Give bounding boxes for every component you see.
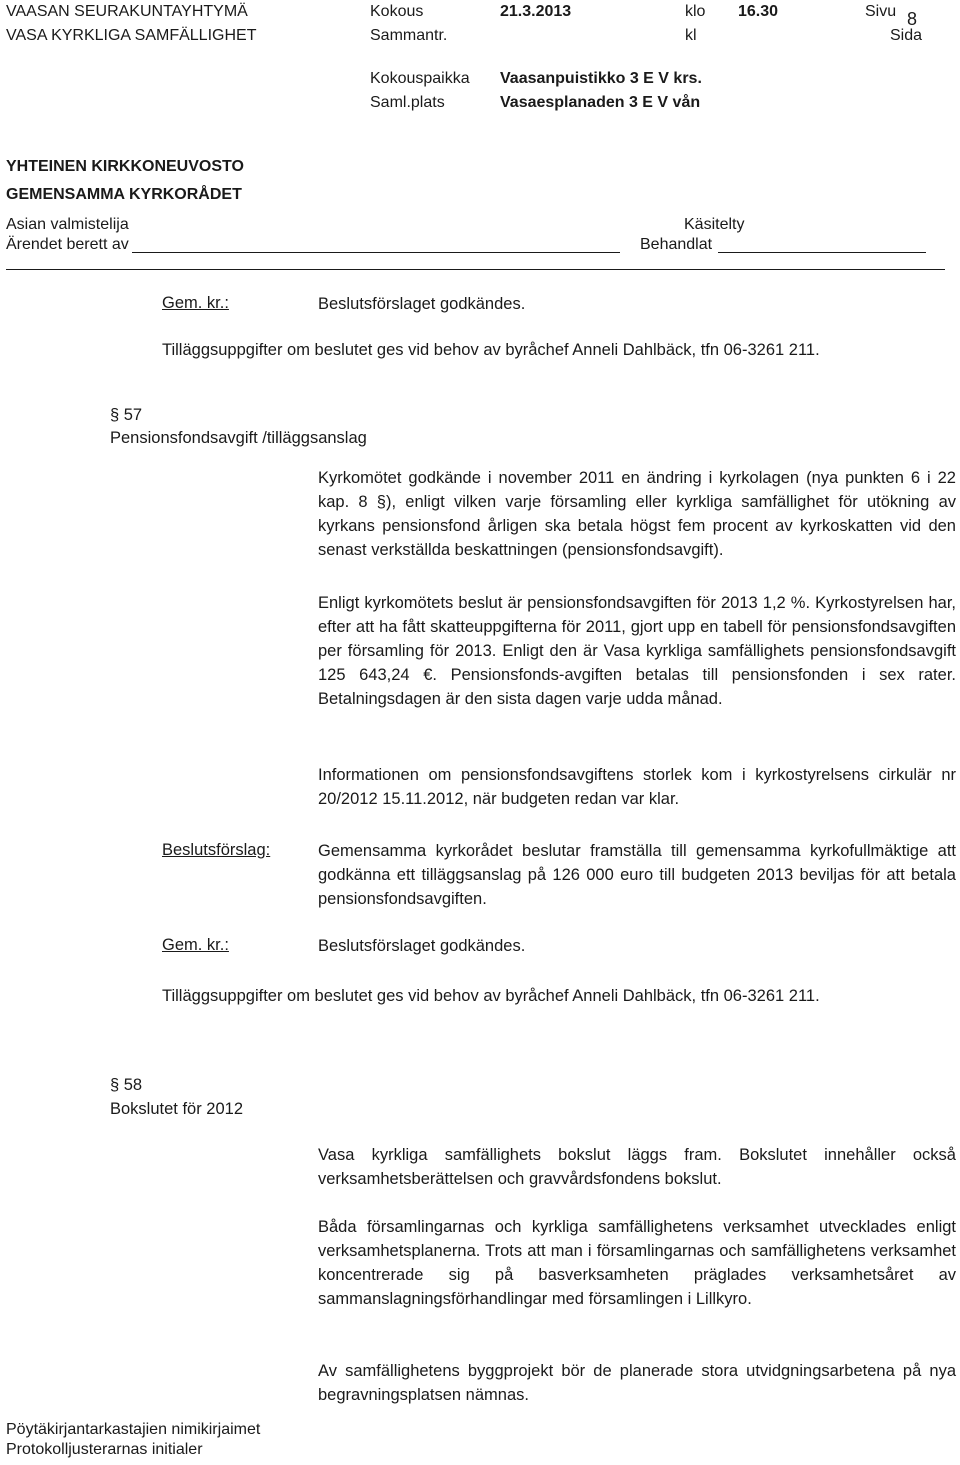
handled-label-sv: Behandlat: [640, 236, 713, 253]
section-58-title: Bokslutet för 2012: [110, 1100, 243, 1118]
place-sv: Vasaesplanaden 3 E V vån: [500, 94, 701, 111]
section-57-decision-label: Gem. kr.:: [162, 936, 229, 954]
meeting-label-sv: Sammantr.: [370, 27, 448, 44]
place-fi: Vaasanpuistikko 3 E V krs.: [500, 70, 702, 87]
page-number: 8: [907, 9, 918, 29]
page-label-fi: Sivu: [865, 3, 897, 20]
time-label-sv: kl: [685, 27, 697, 44]
body-name-sv: GEMENSAMMA KYRKORÅDET: [6, 186, 242, 203]
handled-label-fi: Käsitelty: [684, 216, 745, 233]
place-label-fi: Kokouspaikka: [370, 70, 470, 87]
footer-initials-fi: Pöytäkirjantarkastajien nimikirjaimet: [6, 1421, 261, 1438]
top-decision-label: Gem. kr.:: [162, 294, 229, 312]
prepared-by-line: [132, 252, 620, 253]
prepared-by-label-fi: Asian valmistelija: [6, 216, 129, 233]
section-57-proposal-label: Beslutsförslag:: [162, 841, 271, 859]
org-name-fi: VAASAN SEURAKUNTAYHTYMÄ: [6, 3, 248, 20]
meeting-date: 21.3.2013: [500, 3, 572, 20]
handled-line: [718, 252, 926, 253]
section-57-number: § 57: [110, 406, 143, 424]
place-label-sv: Saml.plats: [370, 94, 445, 111]
header-divider: [6, 269, 945, 270]
org-name-sv: VASA KYRKLIGA SAMFÄLLIGHET: [6, 27, 257, 44]
meeting-label-fi: Kokous: [370, 3, 424, 20]
section-57-decision-text: Beslutsförslaget godkändes.: [318, 937, 526, 955]
section-57-proposal-text: Gemensamma kyrkorådet beslutar framställa till gemensamma kyrkofullmäktige att godkänna ett tilläggsanslag på 126 000 euro till budgeten 2013 beviljas för att betala pensionsfondsavgiften.: [318, 842, 956, 908]
section-58-paragraph-1: Vasa kyrkliga samfällighets bokslut läggs fram. Bokslutet innehåller också verksamhetsberättelsen och gravvårdsfondens bokslut.: [318, 1146, 956, 1188]
section-57-paragraph-3: Informationen om pensionsfondsavgiftens storlek kom i kyrkostyrelsens cirkulär nr 20/2012 15.11.2012, när budgeten redan var klar.: [318, 766, 956, 808]
section-58-paragraph-3: Av samfällighetens byggprojekt bör de planerade stora utvidgningsarbetena på nya begravningsplatsen nämnas.: [318, 1362, 956, 1404]
prepared-by-label-sv: Ärendet berett av: [6, 236, 129, 253]
page-label-sv: Sida: [890, 27, 923, 44]
section-58-paragraph-2: Båda församlingarnas och kyrkliga samfällighetens verksamhet utvecklades enligt verksamhetsplanerna. Trots att man i församlingarnas och samfällighetens verksamhet koncentrerade sig på basverksamheten präglades verksamhetsåret av sammanslagningsförhandlingar med församlingen i Lillkyro.: [318, 1218, 956, 1308]
footer-initials-sv: Protokolljusterarnas initialer: [6, 1441, 203, 1458]
section-58-number: § 58: [110, 1076, 143, 1094]
section-57-paragraph-2: Enligt kyrkomötets beslut är pensionsfondsavgiften för 2013 1,2 %. Kyrkostyrelsen har, efter att ha fått skatteuppgifterna för 2011, gjort upp en tabell för pensionsfondsavgiften per församling för 2013. Enligt den är Vasa kyrkliga samfällighets pensionsfondsavgift 125 643,24 €. Pensionsfonds-avgiften betalas till pensionsfonden i sex rater. Betalningsdagen är den sista dagen varje udda månad.: [318, 594, 956, 708]
body-name-fi: YHTEINEN KIRKKONEUVOSTO: [6, 158, 244, 175]
meeting-time: 16.30: [738, 3, 779, 20]
section-57-title: Pensionsfondsavgift /tilläggsanslag: [110, 429, 367, 447]
section-57-paragraph-1: Kyrkomötet godkände i november 2011 en ändring i kyrkolagen (nya punkten 6 i 22 kap. 8 §), enligt vilken varje församling eller kyrkliga samfällighet för utökning av kyrkans pensionsfond årligen ska betala högst fem procent av kyrkoskatten vid den senast verkställda beskattningen (pensionsfondsavgift).: [318, 469, 956, 559]
time-label-fi: klo: [685, 3, 706, 20]
top-decision-text: Beslutsförslaget godkändes.: [318, 295, 526, 313]
section-57-info-text: Tilläggsuppgifter om beslutet ges vid behov av byråchef Anneli Dahlbäck, tfn 06-3261 211.: [162, 987, 820, 1005]
top-info-text: Tilläggsuppgifter om beslutet ges vid behov av byråchef Anneli Dahlbäck, tfn 06-3261 211.: [162, 341, 820, 359]
